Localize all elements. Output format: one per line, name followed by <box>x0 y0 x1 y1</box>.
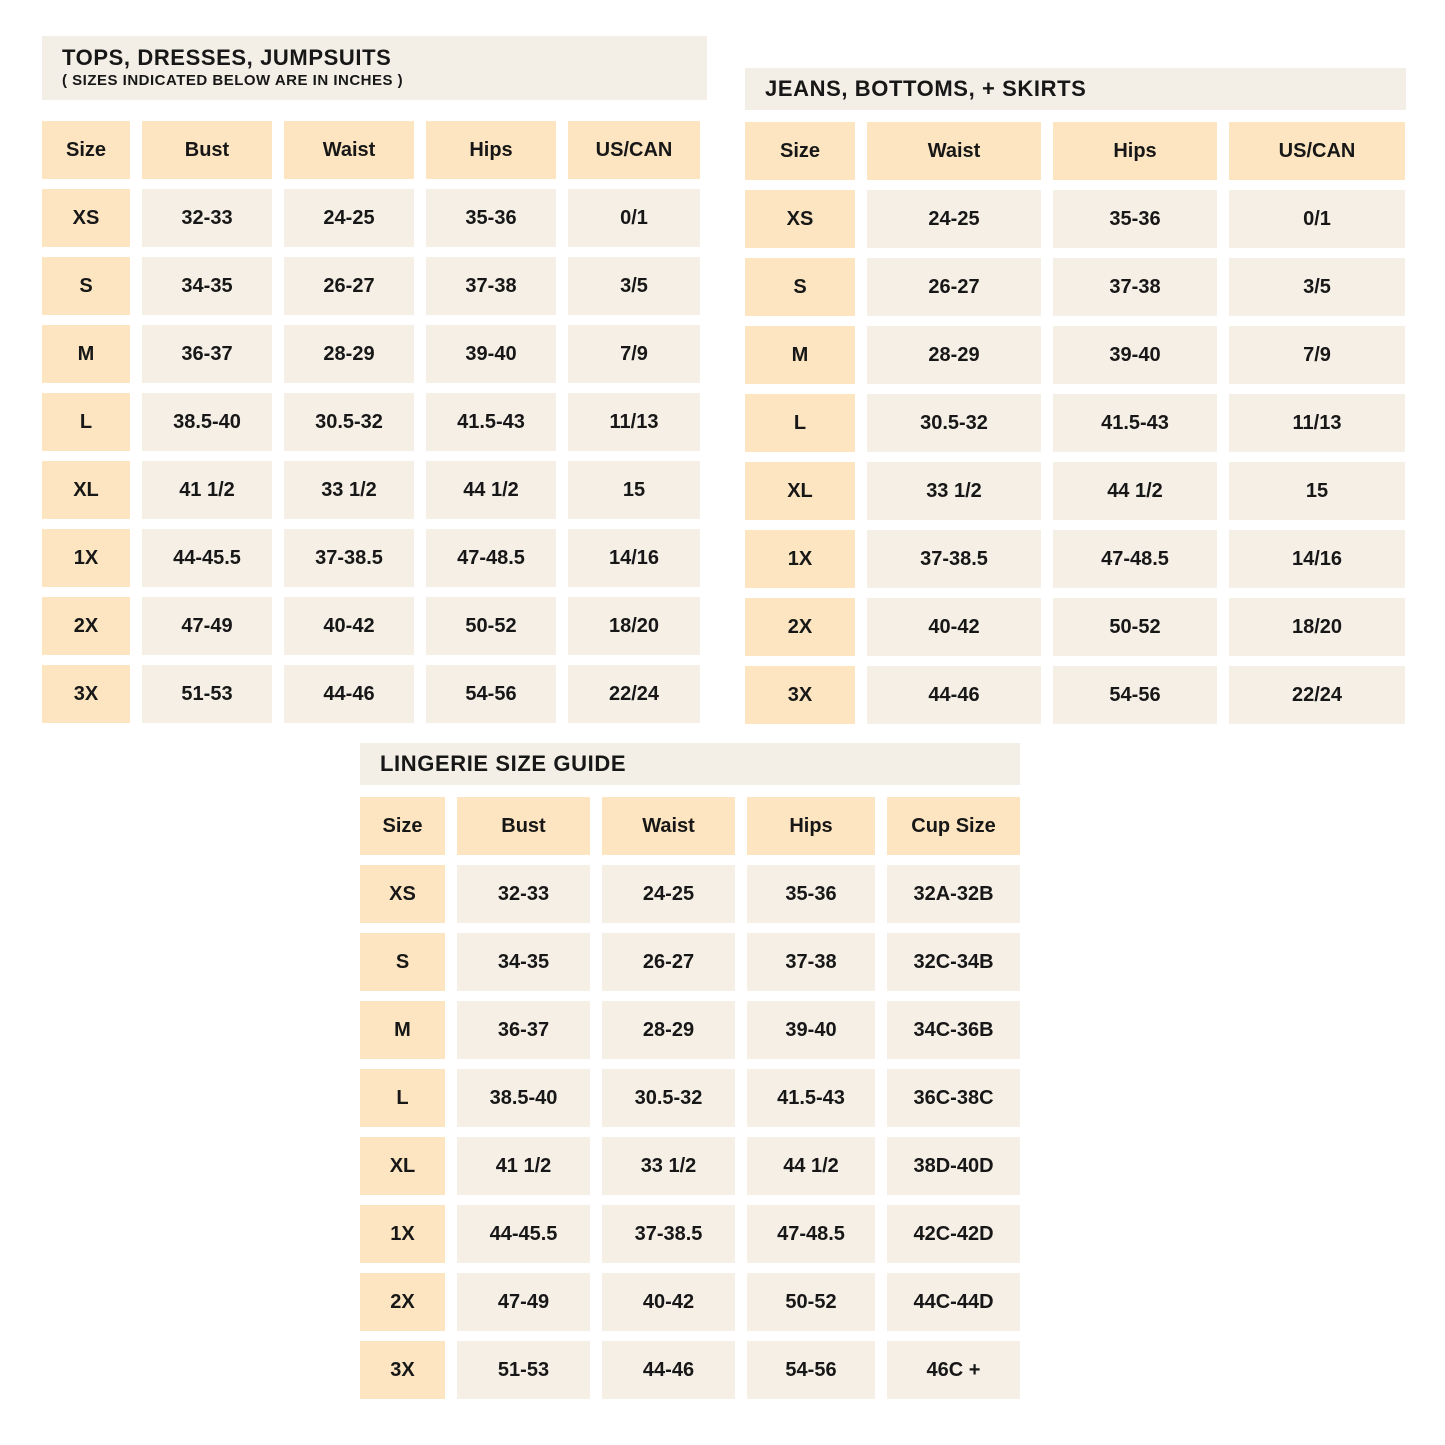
tops-size-table <box>42 36 707 723</box>
tops-row-7-cell-1: 51-53 <box>142 665 272 723</box>
tops-subtitle: ( SIZES INDICATED BELOW ARE IN INCHES ) <box>62 72 404 89</box>
tops-header-us-can: US/CAN <box>568 121 700 179</box>
lingerie-row-5-cell-4: 42C-42D <box>887 1205 1020 1263</box>
tops-row-6-size-label: 2X <box>42 597 130 655</box>
lingerie-row-6-size-label: 2X <box>360 1273 445 1331</box>
lingerie-row-2-cell-3: 39-40 <box>747 1001 875 1059</box>
jeans-row-1-cell-2: 37-38 <box>1053 258 1217 316</box>
tops-row-7-cell-3: 54-56 <box>426 665 556 723</box>
tops-title-band <box>42 36 707 100</box>
lingerie-row-5-cell-2: 37-38.5 <box>602 1205 735 1263</box>
lingerie-row-2-cell-2: 28-29 <box>602 1001 735 1059</box>
jeans-row-1-cell-3: 3/5 <box>1229 258 1405 316</box>
tops-title: TOPS, DRESSES, JUMPSUITS <box>62 45 392 70</box>
tops-row-0-size-label: XS <box>42 189 130 247</box>
tops-row-2-cell-3: 39-40 <box>426 325 556 383</box>
tops-row-4-cell-2: 33 1/2 <box>284 461 414 519</box>
tops-row-2-cell-2: 28-29 <box>284 325 414 383</box>
tops-row-6-cell-3: 50-52 <box>426 597 556 655</box>
jeans-title: JEANS, BOTTOMS, + SKIRTS <box>765 76 1087 101</box>
tops-row-4-cell-4: 15 <box>568 461 700 519</box>
tops-row-2-cell-4: 7/9 <box>568 325 700 383</box>
lingerie-row-6-cell-4: 44C-44D <box>887 1273 1020 1331</box>
lingerie-header-hips: Hips <box>747 797 875 855</box>
lingerie-row-1-size-label: S <box>360 933 445 991</box>
lingerie-row-7-cell-3: 54-56 <box>747 1341 875 1399</box>
tops-row-4-cell-1: 41 1/2 <box>142 461 272 519</box>
lingerie-row-1-cell-2: 26-27 <box>602 933 735 991</box>
jeans-row-2-size-label: M <box>745 326 855 384</box>
tops-row-5-cell-2: 37-38.5 <box>284 529 414 587</box>
tops-header-waist: Waist <box>284 121 414 179</box>
tops-grid <box>42 121 707 723</box>
tops-row-5-size-label: 1X <box>42 529 130 587</box>
tops-row-0-cell-2: 24-25 <box>284 189 414 247</box>
tops-row-4-cell-3: 44 1/2 <box>426 461 556 519</box>
lingerie-header-size: Size <box>360 797 445 855</box>
jeans-row-1-cell-1: 26-27 <box>867 258 1041 316</box>
jeans-row-7-cell-1: 44-46 <box>867 666 1041 724</box>
tops-row-1-size-label: S <box>42 257 130 315</box>
jeans-row-5-cell-1: 37-38.5 <box>867 530 1041 588</box>
lingerie-row-0-size-label: XS <box>360 865 445 923</box>
lingerie-row-5-size-label: 1X <box>360 1205 445 1263</box>
lingerie-row-5-cell-3: 47-48.5 <box>747 1205 875 1263</box>
tops-row-6-cell-1: 47-49 <box>142 597 272 655</box>
tops-row-1-cell-3: 37-38 <box>426 257 556 315</box>
tops-row-0-cell-3: 35-36 <box>426 189 556 247</box>
jeans-row-0-cell-1: 24-25 <box>867 190 1041 248</box>
tops-row-1-cell-2: 26-27 <box>284 257 414 315</box>
tops-row-4-size-label: XL <box>42 461 130 519</box>
jeans-row-6-size-label: 2X <box>745 598 855 656</box>
jeans-size-table <box>745 68 1406 724</box>
jeans-header-waist: Waist <box>867 122 1041 180</box>
lingerie-row-5-cell-1: 44-45.5 <box>457 1205 590 1263</box>
jeans-row-3-size-label: L <box>745 394 855 452</box>
lingerie-row-3-size-label: L <box>360 1069 445 1127</box>
lingerie-row-1-cell-3: 37-38 <box>747 933 875 991</box>
lingerie-header-waist: Waist <box>602 797 735 855</box>
tops-row-3-cell-4: 11/13 <box>568 393 700 451</box>
lingerie-row-6-cell-2: 40-42 <box>602 1273 735 1331</box>
lingerie-row-4-cell-3: 44 1/2 <box>747 1137 875 1195</box>
jeans-row-3-cell-2: 41.5-43 <box>1053 394 1217 452</box>
jeans-row-0-cell-3: 0/1 <box>1229 190 1405 248</box>
tops-row-5-cell-4: 14/16 <box>568 529 700 587</box>
jeans-row-7-cell-2: 54-56 <box>1053 666 1217 724</box>
jeans-row-4-cell-3: 15 <box>1229 462 1405 520</box>
lingerie-row-7-cell-2: 44-46 <box>602 1341 735 1399</box>
jeans-row-4-cell-1: 33 1/2 <box>867 462 1041 520</box>
tops-row-7-size-label: 3X <box>42 665 130 723</box>
jeans-row-2-cell-3: 7/9 <box>1229 326 1405 384</box>
tops-row-1-cell-1: 34-35 <box>142 257 272 315</box>
tops-row-5-cell-1: 44-45.5 <box>142 529 272 587</box>
jeans-row-0-size-label: XS <box>745 190 855 248</box>
lingerie-title: LINGERIE SIZE GUIDE <box>380 751 627 776</box>
lingerie-row-6-cell-3: 50-52 <box>747 1273 875 1331</box>
jeans-header-size: Size <box>745 122 855 180</box>
tops-row-7-cell-4: 22/24 <box>568 665 700 723</box>
lingerie-row-1-cell-1: 34-35 <box>457 933 590 991</box>
jeans-row-4-size-label: XL <box>745 462 855 520</box>
jeans-row-5-size-label: 1X <box>745 530 855 588</box>
jeans-row-7-cell-3: 22/24 <box>1229 666 1405 724</box>
lingerie-title-band <box>360 743 1020 785</box>
lingerie-row-1-cell-4: 32C-34B <box>887 933 1020 991</box>
tops-header-hips: Hips <box>426 121 556 179</box>
tops-row-6-cell-2: 40-42 <box>284 597 414 655</box>
jeans-header-hips: Hips <box>1053 122 1217 180</box>
lingerie-grid <box>360 797 1020 1399</box>
jeans-row-3-cell-1: 30.5-32 <box>867 394 1041 452</box>
lingerie-row-2-cell-1: 36-37 <box>457 1001 590 1059</box>
lingerie-row-4-size-label: XL <box>360 1137 445 1195</box>
jeans-grid <box>745 122 1406 724</box>
jeans-row-5-cell-3: 14/16 <box>1229 530 1405 588</box>
jeans-row-4-cell-2: 44 1/2 <box>1053 462 1217 520</box>
tops-row-0-cell-4: 0/1 <box>568 189 700 247</box>
lingerie-row-0-cell-2: 24-25 <box>602 865 735 923</box>
tops-row-5-cell-3: 47-48.5 <box>426 529 556 587</box>
tops-header-size: Size <box>42 121 130 179</box>
tops-row-6-cell-4: 18/20 <box>568 597 700 655</box>
lingerie-row-0-cell-4: 32A-32B <box>887 865 1020 923</box>
lingerie-row-4-cell-2: 33 1/2 <box>602 1137 735 1195</box>
jeans-row-1-size-label: S <box>745 258 855 316</box>
jeans-row-2-cell-1: 28-29 <box>867 326 1041 384</box>
jeans-row-5-cell-2: 47-48.5 <box>1053 530 1217 588</box>
lingerie-row-3-cell-2: 30.5-32 <box>602 1069 735 1127</box>
tops-header-bust: Bust <box>142 121 272 179</box>
tops-row-2-size-label: M <box>42 325 130 383</box>
lingerie-row-4-cell-4: 38D-40D <box>887 1137 1020 1195</box>
tops-row-3-cell-1: 38.5-40 <box>142 393 272 451</box>
lingerie-row-6-cell-1: 47-49 <box>457 1273 590 1331</box>
jeans-header-us-can: US/CAN <box>1229 122 1405 180</box>
jeans-row-6-cell-3: 18/20 <box>1229 598 1405 656</box>
lingerie-row-3-cell-1: 38.5-40 <box>457 1069 590 1127</box>
jeans-row-2-cell-2: 39-40 <box>1053 326 1217 384</box>
tops-row-1-cell-4: 3/5 <box>568 257 700 315</box>
tops-row-2-cell-1: 36-37 <box>142 325 272 383</box>
jeans-row-0-cell-2: 35-36 <box>1053 190 1217 248</box>
jeans-row-6-cell-1: 40-42 <box>867 598 1041 656</box>
tops-row-3-cell-2: 30.5-32 <box>284 393 414 451</box>
tops-row-3-cell-3: 41.5-43 <box>426 393 556 451</box>
lingerie-row-2-cell-4: 34C-36B <box>887 1001 1020 1059</box>
jeans-row-6-cell-2: 50-52 <box>1053 598 1217 656</box>
lingerie-row-0-cell-1: 32-33 <box>457 865 590 923</box>
lingerie-row-7-cell-4: 46C + <box>887 1341 1020 1399</box>
lingerie-size-table <box>360 743 1020 1399</box>
tops-row-7-cell-2: 44-46 <box>284 665 414 723</box>
lingerie-row-7-size-label: 3X <box>360 1341 445 1399</box>
lingerie-row-4-cell-1: 41 1/2 <box>457 1137 590 1195</box>
tops-row-3-size-label: L <box>42 393 130 451</box>
tops-row-0-cell-1: 32-33 <box>142 189 272 247</box>
lingerie-header-bust: Bust <box>457 797 590 855</box>
jeans-title-band <box>745 68 1406 110</box>
jeans-row-7-size-label: 3X <box>745 666 855 724</box>
jeans-row-3-cell-3: 11/13 <box>1229 394 1405 452</box>
lingerie-header-cup-size: Cup Size <box>887 797 1020 855</box>
lingerie-row-2-size-label: M <box>360 1001 445 1059</box>
lingerie-row-7-cell-1: 51-53 <box>457 1341 590 1399</box>
lingerie-row-3-cell-4: 36C-38C <box>887 1069 1020 1127</box>
lingerie-row-3-cell-3: 41.5-43 <box>747 1069 875 1127</box>
lingerie-row-0-cell-3: 35-36 <box>747 865 875 923</box>
